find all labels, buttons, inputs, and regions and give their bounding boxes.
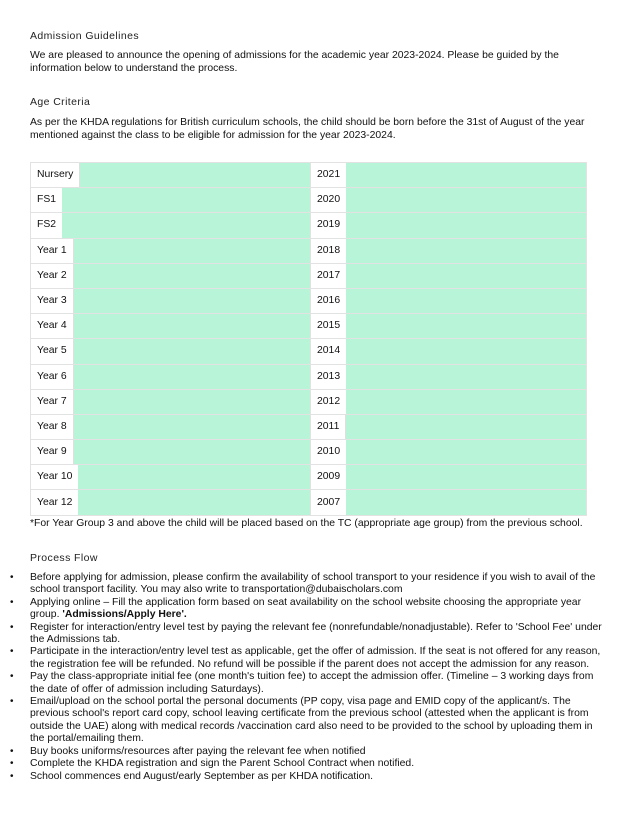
grade-cell bbox=[31, 440, 311, 465]
step-text: Applying online – Fill the application form based on seat availability on the school website choosing the appropriate year group. bbox=[30, 596, 582, 621]
cell-highlight bbox=[345, 415, 586, 439]
cell-highlight bbox=[78, 465, 310, 489]
admission-intro-paragraph: We are pleased to announce the opening of admissions for the academic year 2023-2024. Please be guided by the information below to understand the process. bbox=[30, 50, 559, 74]
birth-year-label: 2009 bbox=[311, 465, 346, 489]
cell-highlight bbox=[346, 490, 586, 514]
table-row bbox=[31, 213, 587, 238]
cell-highlight bbox=[346, 390, 586, 414]
birth-year-label: 2017 bbox=[311, 264, 346, 288]
cell-highlight bbox=[62, 213, 310, 237]
grade-label: Year 6 bbox=[31, 365, 73, 389]
table-row bbox=[31, 465, 587, 490]
grade-label: Year 1 bbox=[31, 239, 73, 263]
list-item bbox=[10, 572, 605, 597]
birth-year-cell bbox=[311, 364, 587, 389]
cell-highlight bbox=[346, 163, 586, 187]
cell-highlight bbox=[73, 390, 310, 414]
birth-year-label: 2018 bbox=[311, 239, 346, 263]
step-text: Participate in the interaction/entry level test as applicable, get the offer of admission. If the seat is not offered for any reason, the registration fee will be refunded. No refund will be possible if the parent does not accept the admission for any reason. bbox=[30, 646, 601, 670]
cell-highlight bbox=[346, 264, 586, 288]
cell-highlight bbox=[79, 163, 310, 187]
step-text: Complete the KHDA registration and sign the Parent School Contract when notified. bbox=[30, 758, 415, 770]
table-row bbox=[31, 440, 587, 465]
birth-year-cell bbox=[311, 490, 587, 515]
cell-highlight bbox=[73, 339, 310, 363]
table-row bbox=[31, 339, 587, 364]
grade-label: FS2 bbox=[31, 213, 62, 237]
list-item bbox=[10, 745, 605, 758]
table-row bbox=[31, 238, 587, 263]
table-row bbox=[31, 414, 587, 439]
grade-cell bbox=[31, 339, 311, 364]
grade-label: Year 4 bbox=[31, 314, 73, 338]
grade-cell bbox=[31, 263, 311, 288]
cell-highlight bbox=[62, 188, 310, 212]
grade-label: Year 3 bbox=[31, 289, 73, 313]
step-text: Before applying for admission, please confirm the availability of school transport to your residence if you wish to avail of the school transport facility. You may also write to transportation@dubaischolars.com bbox=[30, 572, 596, 596]
birth-year-label: 2020 bbox=[311, 188, 346, 212]
bullet-icon: • bbox=[10, 621, 14, 633]
cell-highlight bbox=[73, 440, 310, 464]
grade-label: Year 12 bbox=[31, 491, 78, 515]
bullet-icon: • bbox=[10, 572, 14, 583]
grade-label: Year 7 bbox=[31, 390, 73, 414]
grade-cell bbox=[31, 414, 311, 439]
cell-highlight bbox=[346, 289, 586, 313]
bullet-icon: • bbox=[10, 596, 14, 608]
birth-year-label: 2014 bbox=[311, 339, 346, 363]
age-criteria-heading: Age Criteria bbox=[30, 96, 91, 108]
table-row bbox=[31, 314, 587, 339]
table-row bbox=[31, 163, 587, 188]
table-row bbox=[31, 288, 587, 313]
cell-highlight bbox=[73, 365, 310, 389]
birth-year-cell bbox=[311, 440, 587, 465]
bullet-icon: • bbox=[10, 770, 14, 782]
list-item bbox=[10, 621, 605, 647]
grade-cell bbox=[31, 213, 311, 238]
year-group-note: *For Year Group 3 and above the child will be placed based on the TC (appropriate age group) from the previous school. bbox=[30, 518, 583, 529]
grade-label: Year 5 bbox=[31, 339, 73, 363]
bullet-icon: • bbox=[10, 671, 14, 683]
birth-year-label: 2011 bbox=[311, 415, 345, 439]
birth-year-cell bbox=[311, 389, 587, 414]
cell-highlight bbox=[73, 239, 310, 263]
age-criteria-paragraph: As per the KHDA regulations for British curriculum schools, the child should be born before the 31st of August of the year mentioned against the class to be eligible for admission for the year 2023-2024. bbox=[30, 117, 585, 141]
list-item bbox=[10, 646, 605, 671]
birth-year-label: 2013 bbox=[311, 365, 346, 389]
birth-year-cell bbox=[311, 288, 587, 313]
cell-highlight bbox=[346, 465, 586, 489]
cell-highlight bbox=[346, 239, 586, 263]
table-row bbox=[31, 364, 587, 389]
cell-highlight bbox=[346, 365, 586, 389]
grade-label: Year 9 bbox=[31, 440, 73, 464]
birth-year-label: 2019 bbox=[311, 213, 346, 237]
cell-highlight bbox=[73, 314, 310, 338]
birth-year-cell bbox=[311, 188, 587, 213]
grade-label: Year 8 bbox=[31, 415, 73, 439]
birth-year-cell bbox=[311, 465, 587, 490]
grade-label: Year 2 bbox=[31, 264, 73, 288]
step-text: Pay the class-appropriate initial fee (one month's tuition fee) to accept the admission offer. (Timeline – 3 working days from the date of offer of admission including Saturdays). bbox=[30, 671, 594, 695]
birth-year-label: 2010 bbox=[311, 440, 346, 464]
grade-cell bbox=[31, 188, 311, 213]
table-row bbox=[31, 490, 587, 515]
birth-year-label: 2007 bbox=[311, 491, 346, 515]
grade-cell bbox=[31, 465, 311, 490]
birth-year-label: 2012 bbox=[311, 390, 346, 414]
grade-cell bbox=[31, 364, 311, 389]
step-text: Email/upload on the school portal the personal documents (PP copy, visa page and EMID copy of the applicant/s. The previous school's report card copy, school leaving certificate from the previous school (attested when the applicant is from outside the UAE) along with medical records /vaccination card also need to be provided to the school by uploading them in the portal/emailing them. bbox=[30, 696, 593, 745]
grade-cell bbox=[31, 389, 311, 414]
table-row bbox=[31, 188, 587, 213]
bullet-icon: • bbox=[10, 646, 14, 658]
birth-year-label: 2016 bbox=[311, 289, 346, 313]
grade-cell bbox=[31, 314, 311, 339]
cell-highlight bbox=[346, 188, 586, 212]
age-criteria-table bbox=[30, 162, 587, 516]
birth-year-cell bbox=[311, 213, 587, 238]
bullet-icon: • bbox=[10, 745, 14, 757]
list-item bbox=[10, 758, 605, 770]
admission-guidelines-heading: Admission Guidelines bbox=[30, 30, 139, 42]
birth-year-cell bbox=[311, 238, 587, 263]
cell-highlight bbox=[346, 213, 586, 237]
step-text: Buy books uniforms/resources after paying the relevant fee when notified bbox=[30, 745, 366, 757]
grade-label: FS1 bbox=[31, 188, 62, 212]
list-item bbox=[10, 696, 605, 746]
birth-year-cell bbox=[311, 314, 587, 339]
process-steps-list bbox=[10, 572, 605, 783]
bullet-icon: • bbox=[10, 758, 14, 770]
grade-cell bbox=[31, 163, 311, 188]
step-emphasis: 'Admissions/Apply Here'. bbox=[62, 609, 187, 621]
table-row bbox=[31, 263, 587, 288]
cell-highlight bbox=[73, 289, 310, 313]
birth-year-label: 2015 bbox=[311, 314, 346, 338]
birth-year-cell bbox=[311, 163, 587, 188]
grade-cell bbox=[31, 238, 311, 263]
grade-label: Nursery bbox=[31, 163, 79, 187]
cell-highlight bbox=[73, 415, 310, 439]
bullet-icon: • bbox=[10, 696, 14, 708]
step-text: Register for interaction/entry level test by paying the relevant fee (nonrefundable/nonadjustable). Refer to 'School Fee' under the Admissions tab. bbox=[30, 621, 602, 646]
cell-highlight bbox=[73, 264, 310, 288]
process-flow-heading: Process Flow bbox=[30, 552, 98, 564]
list-item bbox=[10, 596, 605, 622]
birth-year-cell bbox=[311, 414, 587, 439]
list-item bbox=[10, 770, 605, 783]
birth-year-label: 2021 bbox=[311, 163, 346, 187]
step-text: School commences end August/early September as per KHDA notification. bbox=[30, 770, 374, 782]
table-row bbox=[31, 389, 587, 414]
cell-highlight bbox=[346, 440, 586, 464]
list-item bbox=[10, 671, 605, 696]
grade-cell bbox=[31, 490, 311, 515]
cell-highlight bbox=[78, 490, 310, 514]
cell-highlight bbox=[346, 314, 586, 338]
cell-highlight bbox=[346, 339, 586, 363]
birth-year-cell bbox=[311, 263, 587, 288]
grade-label: Year 10 bbox=[31, 465, 78, 489]
grade-cell bbox=[31, 288, 311, 313]
birth-year-cell bbox=[311, 339, 587, 364]
